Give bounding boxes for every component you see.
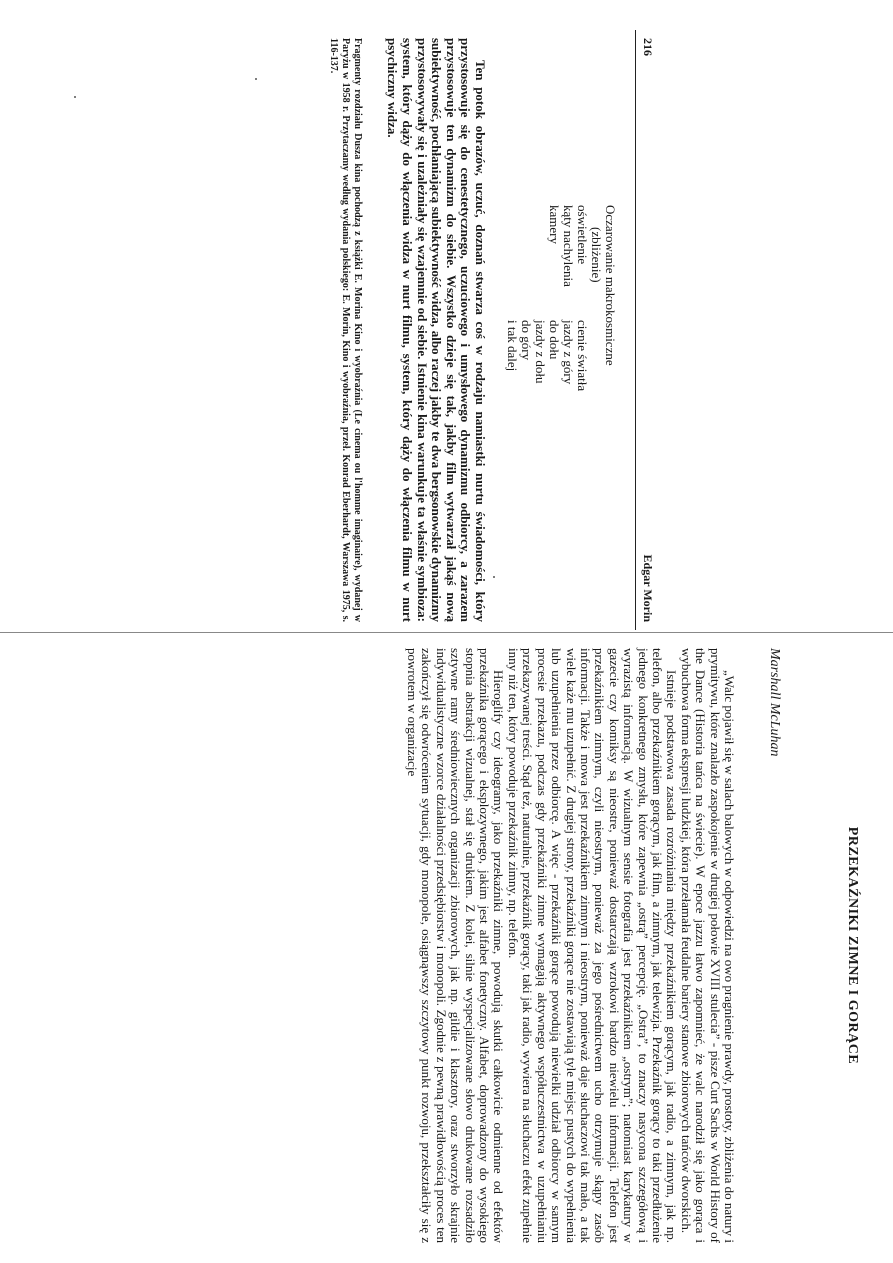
schema-list — [505, 205, 617, 630]
footnote — [327, 38, 363, 622]
page-number: 216 — [641, 38, 655, 56]
schema-row: jazdy z dołu — [533, 320, 548, 384]
article-body — [405, 648, 736, 1243]
article-paragraph: Istnieje podstawowa zasada rozróżniania między przekaźnikiem gorącym, jak radio, a zimnym, jak np. telefon, albo przekaźnikiem gorącym, jak film, a zimnym, jak telewizja. Przekaźnik gorący to taki przedłużenie jednego konkretnego zmysłu, które zapewnia „ostrą” percepcję. „Ostra”, to znaczy nasycona szczegółową i wyrazistą informacją. W wizualnym sensie fotografia jest przekaźnikiem „ostrym”; natomiast karykatury w gazecie czy komiksy są nieostre, ponieważ dostarczają wzrokowi bardzo niewielu informacji. Telefon jest przekaźnikiem zimnym, czyli nieostrym, ponieważ za jego pośrednictwem ucho otrzymuje skąpy zasób informacji. Także i mowa jest przekaźnikiem zimnym i nieostrym, ponieważ daje słuchaczowi tak mało, a tak wiele każe mu uzupełnić. Z drugiej strony, przekaźniki gorące nie zostawiają tyle miejsc pustych do wypełnienia lub uzupełnienia przez odbiorcę. A więc - przekaźniki gorące powodują niewielki udział odbiorcy w samym procesie przekazu, podczas gdy przekaźniki zimne wymagają aktywnego współuczestnictwa w uzupełnianiu przekazywanej treści. Stąd też, naturalnie, przekaźnik gorący, taki jak radio, wywiera na słuchaczu efekt zupełnie inny niż ten, który powoduje przekaźnik zimny, np. telefon. — [505, 648, 680, 1243]
running-header — [635, 30, 655, 630]
schema-row: kąty nachylenia jazdy z góry — [561, 205, 576, 385]
schema-row: oświetlenie cienie światła — [575, 205, 590, 392]
schema-row: i tak dalej — [505, 320, 520, 372]
article-title: PRZEKAŹNIKI ZIMNE I GORĄCE — [845, 826, 860, 1065]
schema-subtitle: (zbliżenie) — [589, 227, 604, 283]
article-author: Marshall McLuhan — [767, 648, 782, 757]
bottom-page — [35, 648, 860, 1243]
running-head-author: Edgar Morin — [641, 554, 655, 622]
scan-speck — [74, 96, 76, 98]
body-paragraph: Ten potok obrazów, uczuć, doznań stwarza coś w rodzaju namiastki nurtu świadomości, który przystosowuje się do cenestetycznego, uczuciowego i umysłowego dynamizmu odbiorcy, a zarazem przystosowuje ten dynamizm do siebie. Wszystko dzieje się tak, jakby film wytwarzał jakąś nową subiektywność, pochłaniającą subiektywność widza, albo raczej jakby te dwa bergsonowskie dynamizmy przystosowywały się i uzależniały się wzajemnie od siebie. Istnienie kina warunkuje ta właśnie symbioza: system, który dąży do włączenia widza w nurt filmu, system, który dąży do włączenia filmu w nurt psychiczny widza. — [385, 38, 488, 622]
schema-row: do góry — [519, 320, 534, 361]
footnote-text: Fragmenty rozdziału Dusza kina pochodzą z książki E. Morina Kino i wyobraźnia (Le cinema ou l'homme imaginaire), wydanej w Paryżu w 1958 r. Przytaczamy według wydania polskiego: E. Morin, Kino i wyobraźnia, przeł. Konrad Eberhardt, Warszawa 1975, s. 116-137. — [327, 38, 363, 622]
top-page — [185, 30, 655, 630]
schema-title: Oczarowanie makrokosmiczne — [603, 205, 618, 366]
body-text — [385, 38, 487, 622]
schema-row: kamery do dołu — [547, 205, 562, 360]
article-paragraph: Hieroglify czy ideogramy, jako przekaźniki zimne, powodują skutki całkowicie odmienne od efektów przekaźnika gorącego i eksplozywnego, jakim jest alfabet fonetyczny. Alfabet, doprowadzony do wysokiego stopnia abstrakcji wizualnej, stał się drukiem. Z kolei, silnie wyspecjalizowane słowo drukowane rozsadziło sztywne ramy średniowiecznych organizacji zbiorowych, jak np. gildie i klasztory, oraz stworzyło skrajnie indywidualistyczne wzorce działalności przedsiębiorstw i monopoli. Zgodnie z pewną prawidłowością proces ten zakończył się odwróceniem sytuacji, gdy monopole, osiągnąwszy szczytowy punkt rozwoju, przekształciły się z powrotem w organizacje — [405, 648, 507, 1243]
page-divider — [0, 632, 893, 633]
article-paragraph: „Walc pojawił się w salach balowych w odpowiedzi na owo pragnienie prawdy, prostoty, zbliżenia do natury i prymitywu, które znalazło zaspokojenie w drugiej połowie XVIII stulecia” - pisze Curt Sachs w World History of the Dance (Historia tańca na świecie). W epoce jazzu łatwo zapomnieć, że walc narodził się jako gorąca i wybuchowa forma ekspresji ludzkiej, która przełamała feudalne bariery stanowe zbiorowych tańców dworskich. — [678, 648, 737, 1243]
